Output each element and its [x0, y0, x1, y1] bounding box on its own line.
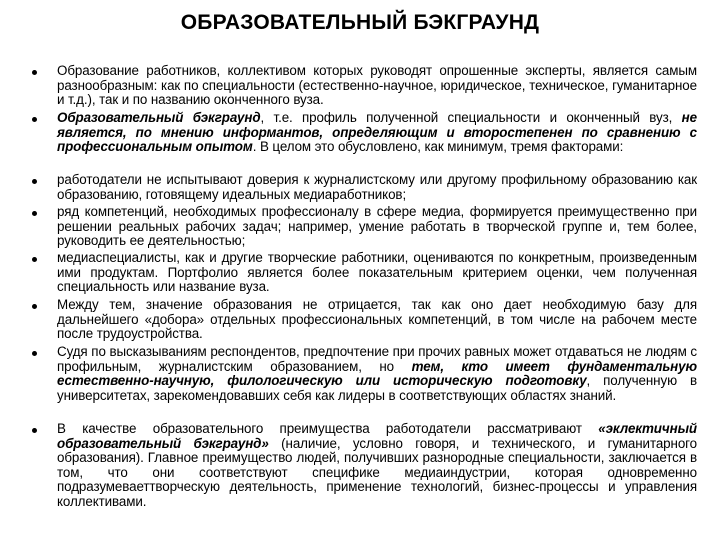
bullet-dot-icon [32, 257, 37, 262]
bullet-dot-icon [32, 351, 37, 356]
bullet-text: Образование работников, коллективом которых руководят опрошенные эксперты, является самым разнообразным: как по специальности (естественно-научное, юридическое, техническое, гуманитарное и т.д.), так и по названию оконченного вуза. [57, 63, 697, 107]
bullet-dot-icon [32, 117, 37, 122]
bullet-text: Судя по высказываниям респондентов, предпочтение при прочих равных может отдаваться не людям с профильным, журналистским образованием, но тем, кто имеет фундаментальную естественно-научную, филологическую или историческую подготовку, полученную в университетах, зарекомендовавших себя как лидеры в соответствующих областях знаний. [57, 344, 697, 403]
slide-title: ОБРАЗОВАТЕЛЬНЫЙ БЭКГРАУНД [180, 11, 540, 34]
bullet-text: работодатели не испытывают доверия к журналистскому или другому профильному образованию как образованию, готовящему идеальных медиаработников; [57, 172, 697, 202]
bullet-dot-icon [32, 211, 37, 216]
bullet-dot-icon [32, 179, 37, 184]
bullet-text: Образовательный бэкграунд, т.е. профиль полученной специальности и оконченный вуз, не является, по мнению информантов, определяющим и второстепенен по сравнению с профессиональным опытом. В целом это обусловлено, как минимум, тремя факторами: [57, 110, 697, 154]
bullet-text: Между тем, значение образования не отрицается, так как оно дает необходимую базу для дальнейшего «добора» отдельных профессиональных компетенций, в том числе на рабочем месте после трудоустройства. [57, 297, 697, 341]
bullet-text: В качестве образовательного преимущества работодатели рассматривают «эклектичный образовательный бэкграунд» (наличие, условно говоря, и технического, и гуманитарного образования). Главное преимущество людей, получивших разнородные специальности, заключается в том, что они соответствуют специфике медиаиндустрии, которая одновременно подразумеваеттворческую деятельность, применение технологий, бизнес-процессы и управления коллективами. [57, 421, 697, 509]
bullet-text: медиаспециалисты, как и другие творческие работники, оцениваются по конкретным, произведенным ими продуктам. Портфолио является более показательным критерием оценки, чем полученная специальность или название вуза. [57, 250, 697, 294]
bullet-dot-icon [32, 70, 37, 75]
bullet-dot-icon [32, 304, 37, 309]
bullet-text: ряд компетенций, необходимых профессионалу в сфере медиа, формируется преимущественно при решении реальных рабочих задач; например, умение работать в творческой группе и, тем более, руководить ее деятельностью; [57, 204, 697, 248]
bullet-dot-icon [32, 428, 37, 433]
